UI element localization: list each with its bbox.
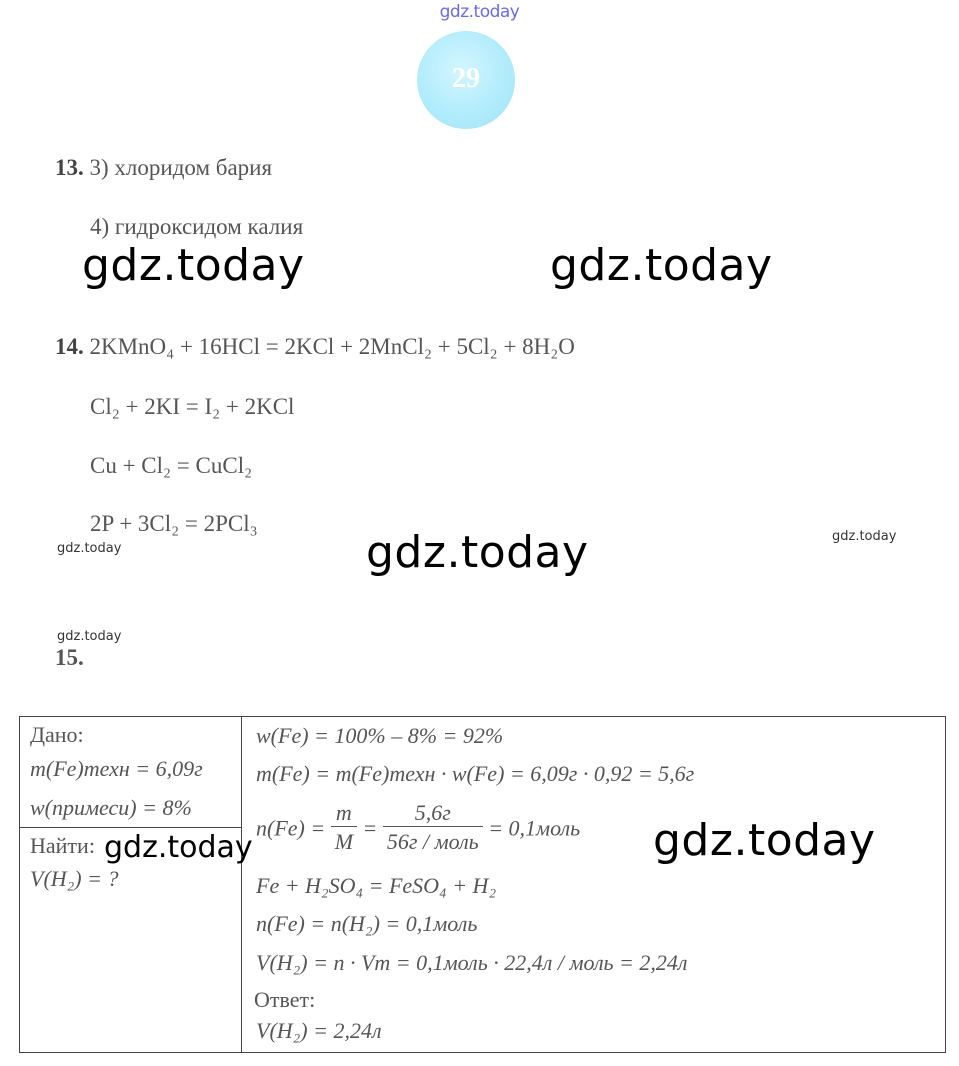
task13-line1 <box>55 155 272 181</box>
watermark: gdz.today <box>550 240 773 291</box>
fraction-denominator: M <box>334 829 354 854</box>
given-mass: m(Fe)техн = 6,09г <box>30 756 203 781</box>
page-number-badge: 29 <box>417 31 515 129</box>
task14-equation-3: Cu + Cl₂ = CuCl₂ <box>90 453 253 478</box>
watermark: gdz.today <box>82 240 305 291</box>
table-divider-vertical <box>241 716 242 1052</box>
task14-equation-1: 2KMnO₄ + 16HCl = 2KCl + 2MnCl₂ + 5Cl₂ + 8H₂O <box>89 334 575 359</box>
answer-label: Ответ: <box>254 987 316 1012</box>
task13-number: 13. <box>55 155 84 180</box>
watermark: gdz.today <box>366 527 589 578</box>
task13-answer-1: 3) хлоридом бария <box>89 155 273 180</box>
find-label: Найти: <box>30 833 95 858</box>
table-divider-horizontal <box>19 827 241 828</box>
fraction-numerator: 5,6г <box>383 800 483 827</box>
task14-number: 14. <box>55 334 84 359</box>
watermark: gdz.today <box>653 815 876 866</box>
task13-answer-2: 4) гидроксидом калия <box>90 214 304 239</box>
fraction-denominator: 56г / моль <box>386 829 479 854</box>
equals-sign: = <box>362 815 378 841</box>
solution-step-5: n(Fe) = n(H₂) = 0,1моль <box>256 911 478 936</box>
moles-result: = 0,1моль <box>488 815 581 841</box>
fraction-m-over-M <box>331 800 357 857</box>
watermark-top: gdz.today <box>439 2 520 22</box>
solution-step-4: Fe + H₂SO₄ = FeSO₄ + H₂ <box>256 873 497 898</box>
solution-step-3 <box>256 800 580 857</box>
moles-lhs: n(Fe) = <box>256 815 326 841</box>
fraction-numerator: m <box>331 800 357 827</box>
task14-line1 <box>55 334 575 360</box>
given-label: Дано: <box>30 722 84 747</box>
watermark-small: gdz.today <box>57 629 122 644</box>
find-volume: V(H₂) = ? <box>30 866 119 891</box>
solution-step-6: V(H₂) = n · Vm = 0,1моль · 22,4л / моль = 2,24л <box>256 950 688 975</box>
watermark: gdz.today <box>104 830 253 865</box>
watermark-small: gdz.today <box>57 541 122 556</box>
given-impurity: w(примеси) = 8% <box>30 795 192 820</box>
watermark-small: gdz.today <box>832 529 897 544</box>
task15-number: 15. <box>55 645 84 670</box>
answer-value: V(H₂) = 2,24л <box>256 1018 382 1043</box>
solution-step-1: w(Fe) = 100% – 8% = 92% <box>256 723 504 748</box>
fraction-values <box>383 800 483 857</box>
task14-equation-2: Cl₂ + 2KI = I₂ + 2KCl <box>90 394 295 419</box>
task14-equation-4: 2P + 3Cl₂ = 2PCl₃ <box>90 511 258 536</box>
solution-step-2: m(Fe) = m(Fe)техн · w(Fe) = 6,09г · 0,92 = 5,6г <box>256 761 695 786</box>
